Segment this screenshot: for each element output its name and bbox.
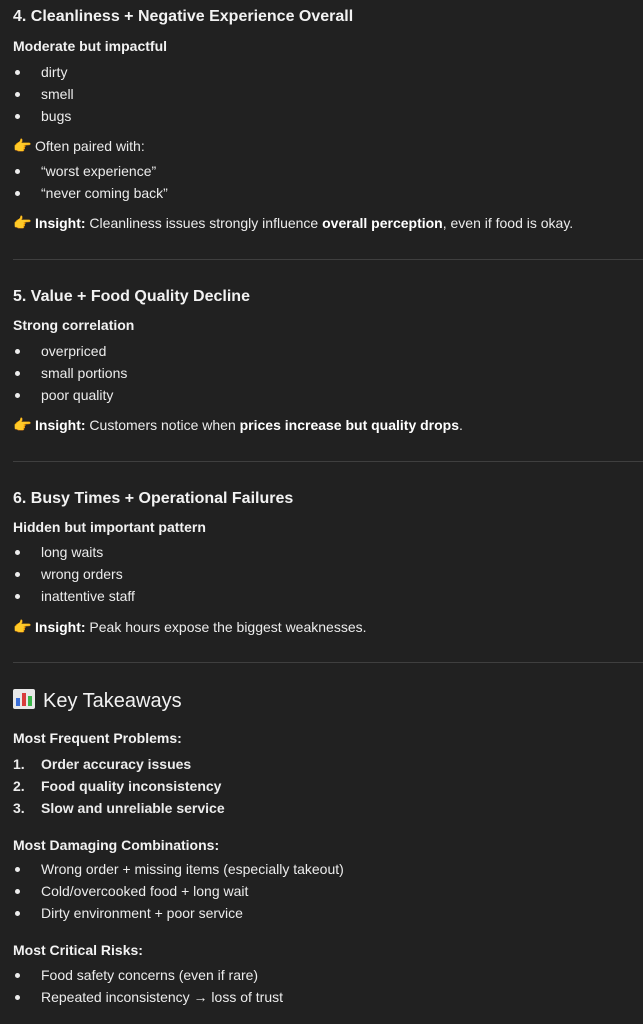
section-5-subtitle: Strong correlation	[13, 317, 135, 333]
list-item: wrong orders	[41, 566, 123, 582]
section-4-insight	[13, 214, 573, 232]
bullet	[15, 191, 20, 196]
section-6-subtitle: Hidden but important pattern	[13, 519, 206, 535]
list-item: dirty	[41, 64, 68, 80]
list-number: 1.	[13, 756, 25, 772]
list-item: “never coming back”	[41, 185, 168, 201]
insight-text: Cleanliness issues strongly influence	[85, 215, 323, 231]
takeaways-title: Key Takeaways	[43, 690, 182, 712]
section-5-insight	[13, 416, 463, 434]
bullet	[15, 393, 20, 398]
takeaways-heading	[13, 689, 182, 713]
numbered-item: Order accuracy issues	[41, 756, 192, 772]
bullet	[15, 70, 20, 75]
insight-label: Insight:	[35, 619, 86, 635]
section-6-heading: 6. Busy Times + Operational Failures	[13, 490, 294, 507]
list-item: inattentive staff	[41, 588, 135, 604]
bullet	[15, 867, 20, 872]
pointing-hand-icon: 👉	[13, 215, 32, 232]
list-number: 3.	[13, 800, 25, 816]
insight-emphasis: overall perception	[322, 215, 443, 231]
insight-label: Insight:	[35, 215, 86, 231]
list-item: poor quality	[41, 387, 114, 403]
frequent-label: Most Frequent Problems:	[13, 730, 182, 746]
list-item: Dirty environment + poor service	[41, 905, 243, 921]
bullet	[15, 572, 20, 577]
list-item: bugs	[41, 108, 72, 124]
numbered-item: Slow and unreliable service	[41, 800, 225, 816]
insight-text: Peak hours expose the biggest weaknesses.	[85, 619, 367, 635]
numbered-item: Food quality inconsistency	[41, 778, 222, 794]
bullet	[15, 995, 20, 1000]
list-item: overpriced	[41, 343, 107, 359]
bullet	[15, 550, 20, 555]
bullet	[15, 371, 20, 376]
insight-label: Insight:	[35, 417, 86, 433]
section-6-insight	[13, 618, 367, 636]
bullet	[15, 594, 20, 599]
bullet	[15, 114, 20, 119]
insight-text: .	[459, 417, 463, 433]
section-5-heading: 5. Value + Food Quality Decline	[13, 288, 250, 305]
critical-label: Most Critical Risks:	[13, 942, 143, 958]
bullet	[15, 889, 20, 894]
divider	[13, 662, 643, 663]
paired-line	[13, 137, 145, 155]
list-item: smell	[41, 86, 74, 102]
divider	[13, 461, 643, 462]
insight-text: , even if food is okay.	[442, 215, 574, 231]
bullet	[15, 973, 20, 978]
list-number: 2.	[13, 778, 25, 794]
list-item: Cold/overcooked food + long wait	[41, 883, 249, 899]
bullet	[15, 92, 20, 97]
section-4-subtitle: Moderate but impactful	[13, 38, 168, 54]
insight-text: Customers notice when	[85, 417, 240, 433]
list-item: long waits	[41, 544, 104, 560]
list-item: “worst experience”	[41, 163, 157, 179]
list-item: Repeated inconsistency → loss of trust	[41, 989, 284, 1005]
list-item: small portions	[41, 365, 128, 381]
pointing-hand-icon: 👉	[13, 417, 32, 434]
divider	[13, 259, 643, 260]
bar-chart-icon	[13, 689, 35, 709]
pointing-hand-icon: 👉	[13, 138, 32, 155]
section-4-heading: 4. Cleanliness + Negative Experience Overall	[13, 8, 354, 25]
list-item: Wrong order + missing items (especially takeout)	[41, 861, 344, 877]
damaging-label: Most Damaging Combinations:	[13, 837, 220, 853]
pointing-hand-icon: 👉	[13, 619, 32, 636]
bullet	[15, 349, 20, 354]
bullet	[15, 169, 20, 174]
list-item: Food safety concerns (even if rare)	[41, 967, 259, 983]
paired-label: Often paired with:	[35, 138, 145, 154]
insight-emphasis: prices increase but quality drops	[239, 417, 460, 433]
bullet	[15, 911, 20, 916]
